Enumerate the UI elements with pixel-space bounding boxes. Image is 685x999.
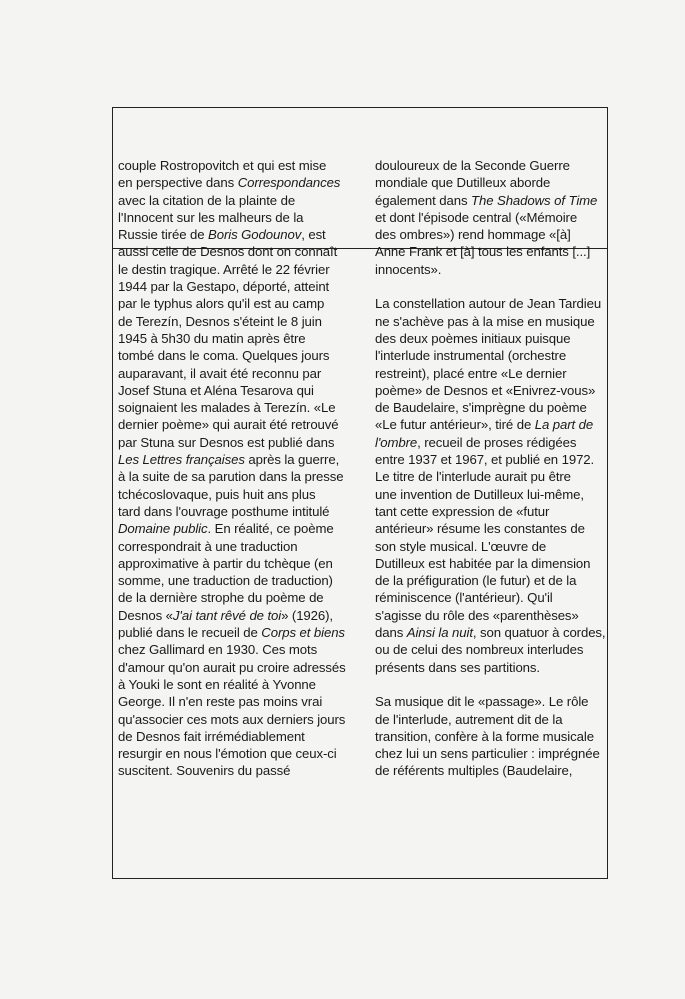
text-segment: 1945 à 5h30 du matin après être xyxy=(118,330,306,346)
text-line xyxy=(375,607,607,624)
italic-title: J'ai tant rêvé de toi xyxy=(172,607,282,623)
paragraph-break xyxy=(375,676,607,693)
text-segment: et dont l'épisode central («Mémoire xyxy=(375,209,578,225)
text-line xyxy=(375,416,607,433)
text-line xyxy=(118,676,356,693)
italic-title: Les Lettres françaises xyxy=(118,452,245,468)
text-line xyxy=(118,451,356,468)
text-segment: resurgir en nous l'émotion que ceux-ci xyxy=(118,746,337,762)
text-line xyxy=(375,503,607,520)
text-line xyxy=(118,330,356,347)
text-segment: l'interlude instrumental (orchestre xyxy=(375,348,567,364)
text-segment: tchécoslovaque, puis huit ans plus xyxy=(118,486,316,502)
text-segment: , recueil de proses rédigées xyxy=(417,434,577,450)
text-segment: » (1926), xyxy=(281,607,333,623)
text-line xyxy=(375,295,607,312)
text-line xyxy=(118,382,356,399)
text-segment: La constellation autour de Jean Tardieu xyxy=(375,296,602,312)
italic-title: The Shadows of Time xyxy=(471,192,598,208)
text-line xyxy=(118,399,356,416)
text-segment: tant cette expression de «futur xyxy=(375,503,550,519)
text-segment: en perspective dans xyxy=(118,175,238,191)
text-line xyxy=(118,711,356,728)
text-line xyxy=(118,295,356,312)
text-segment: l'Innocent sur les malheurs de la xyxy=(118,209,304,225)
text-line xyxy=(375,538,607,555)
text-line xyxy=(118,261,356,278)
italic-title: Boris Godounov xyxy=(208,227,302,243)
text-segment: Desnos « xyxy=(118,607,173,623)
text-segment: approximative à partir du tchèque (en xyxy=(118,555,333,571)
text-segment: aussi celle de Desnos dont on connaît xyxy=(118,244,338,260)
paragraph-break xyxy=(375,278,607,295)
text-line xyxy=(375,468,607,485)
text-segment: antérieur» résume les constantes de xyxy=(375,521,585,537)
text-line xyxy=(375,261,607,278)
text-line xyxy=(375,347,607,364)
text-line xyxy=(375,382,607,399)
text-line xyxy=(375,434,607,451)
text-segment: Anne Frank et [à] tous les enfants [...] xyxy=(375,244,591,260)
text-line xyxy=(118,659,356,676)
text-column-left xyxy=(118,157,356,780)
text-line xyxy=(118,624,356,641)
text-segment: s'agisse du rôle des «parenthèses» xyxy=(375,607,579,623)
text-line xyxy=(375,624,607,641)
text-segment: par Stuna sur Desnos est publié dans xyxy=(118,434,335,450)
text-line xyxy=(375,365,607,382)
text-segment: George. Il n'en reste pas moins vrai xyxy=(118,694,323,710)
text-line xyxy=(375,728,607,745)
text-line xyxy=(375,157,607,174)
text-line xyxy=(118,313,356,330)
text-line xyxy=(375,209,607,226)
text-segment: des ombres») rend hommage «[à] xyxy=(375,227,571,243)
text-segment: une invention de Dutilleux lui-même, xyxy=(375,486,584,502)
text-segment: soignaient les malades à Terezín. «Le xyxy=(118,400,336,416)
text-segment: suscitent. Souvenirs du passé xyxy=(118,763,291,779)
text-segment: , est xyxy=(301,227,326,243)
text-segment: restreint), placé entre «Le dernier xyxy=(375,365,567,381)
text-line xyxy=(118,209,356,226)
text-segment: de Desnos fait irrémédiablement xyxy=(118,728,305,744)
text-line xyxy=(118,728,356,745)
text-segment: Sa musique dit le «passage». Le rôle xyxy=(375,694,589,710)
text-line xyxy=(118,693,356,710)
italic-title: Correspondances xyxy=(237,175,341,191)
text-line xyxy=(118,157,356,174)
italic-title: Ainsi la nuit xyxy=(406,625,473,641)
text-segment: somme, une traduction de traduction) xyxy=(118,573,333,589)
text-line xyxy=(118,174,356,191)
text-line xyxy=(118,520,356,537)
text-segment: publié dans le recueil de xyxy=(118,625,262,641)
text-segment: de référents multiples (Baudelaire, xyxy=(375,763,573,779)
text-segment: le destin tragique. Arrêté le 22 février xyxy=(118,261,330,277)
text-segment: après la guerre, xyxy=(244,452,340,468)
text-segment: d'amour qu'on aurait pu croire adressés xyxy=(118,659,346,675)
text-segment: à la suite de sa parution dans la presse xyxy=(118,469,344,485)
text-segment: Le titre de l'interlude aurait pu être xyxy=(375,469,571,485)
text-line xyxy=(375,659,607,676)
text-segment: Russie tirée de xyxy=(118,227,209,243)
text-line xyxy=(375,486,607,503)
text-line xyxy=(375,451,607,468)
text-line xyxy=(118,416,356,433)
text-line xyxy=(375,243,607,260)
text-line xyxy=(118,762,356,779)
text-line xyxy=(118,486,356,503)
text-line xyxy=(118,278,356,295)
text-segment: couple Rostropovitch et qui est mise xyxy=(118,158,327,173)
text-segment: de la dernière strophe du poème de xyxy=(118,590,324,606)
text-line xyxy=(118,607,356,624)
text-segment: douloureux de la Seconde Guerre xyxy=(375,158,570,173)
text-segment: ou de celui des nombreux interludes xyxy=(375,642,584,658)
text-segment: mondiale que Dutilleux aborde xyxy=(375,175,551,191)
text-line xyxy=(118,641,356,658)
text-line xyxy=(118,572,356,589)
text-segment: entre 1937 et 1967, et publié en 1972. xyxy=(375,452,595,468)
text-segment: par le typhus alors qu'il est au camp xyxy=(118,296,325,312)
text-line xyxy=(118,503,356,520)
text-line xyxy=(375,192,607,209)
text-segment: . En réalité, ce poème xyxy=(207,521,334,537)
text-line xyxy=(375,693,607,710)
text-line xyxy=(375,589,607,606)
text-line xyxy=(118,555,356,572)
text-segment: présents dans ses partitions. xyxy=(375,659,540,675)
text-line xyxy=(375,762,607,779)
text-segment: tombé dans le coma. Quelques jours xyxy=(118,348,330,364)
text-segment: de Terezín, Desnos s'éteint le 8 juin xyxy=(118,313,322,329)
italic-title: Corps et biens xyxy=(261,625,345,641)
italic-title: La part de xyxy=(534,417,594,433)
text-column-right xyxy=(375,157,607,780)
text-segment: dernier poème» qui aurait été retrouvé xyxy=(118,417,339,433)
text-segment: poème» de Desnos et «Enivrez-vous» xyxy=(375,382,596,398)
text-line xyxy=(118,538,356,555)
text-line xyxy=(118,468,356,485)
text-segment: avec la citation de la plainte de xyxy=(118,192,296,208)
text-segment: ne s'achève pas à la mise en musique xyxy=(375,313,595,329)
text-line xyxy=(118,192,356,209)
text-line xyxy=(118,589,356,606)
text-line xyxy=(375,641,607,658)
text-line xyxy=(375,399,607,416)
text-segment: tard dans l'ouvrage posthume intitulé xyxy=(118,503,330,519)
text-segment: également dans xyxy=(375,192,472,208)
text-segment: innocents». xyxy=(375,261,442,277)
text-segment: réminiscence (l'antérieur). Qu'il xyxy=(375,590,553,606)
text-line xyxy=(375,711,607,728)
text-line xyxy=(118,434,356,451)
italic-title: Domaine public xyxy=(118,521,208,537)
text-segment: à Youki le sont en réalité à Yvonne xyxy=(118,676,316,692)
text-segment: Dutilleux est habitée par la dimension xyxy=(375,555,591,571)
text-line xyxy=(118,243,356,260)
text-line xyxy=(375,572,607,589)
text-segment: de Baudelaire, s'imprègne du poème xyxy=(375,400,587,416)
text-line xyxy=(118,226,356,243)
text-line xyxy=(375,174,607,191)
text-segment: 1944 par la Gestapo, déporté, atteint xyxy=(118,279,330,295)
text-line xyxy=(118,347,356,364)
text-segment: dans xyxy=(375,625,407,641)
italic-title: l'ombre xyxy=(375,434,418,450)
text-segment: son style musical. L'œuvre de xyxy=(375,538,547,554)
text-line xyxy=(118,745,356,762)
text-line xyxy=(375,520,607,537)
text-segment: des deux poèmes initiaux puisque xyxy=(375,330,571,346)
text-segment: qu'associer ces mots aux derniers jours xyxy=(118,711,346,727)
text-segment: de la préfiguration (le futur) et de la xyxy=(375,573,577,589)
text-segment: «Le futur antérieur», tiré de xyxy=(375,417,535,433)
text-line xyxy=(375,555,607,572)
text-segment: de l'interlude, autrement dit de la xyxy=(375,711,563,727)
text-segment: chez Gallimard en 1930. Ces mots xyxy=(118,642,318,658)
text-segment: transition, confère à la forme musicale xyxy=(375,728,594,744)
text-segment: chez lui un sens particulier : imprégnée xyxy=(375,746,600,762)
text-segment: auparavant, il avait été reconnu par xyxy=(118,365,322,381)
text-line xyxy=(375,313,607,330)
text-segment: Josef Stuna et Aléna Tesarova qui xyxy=(118,382,314,398)
text-segment: , son quatuor à cordes, xyxy=(472,625,606,641)
text-segment: correspondrait à une traduction xyxy=(118,538,298,554)
text-line xyxy=(375,745,607,762)
text-line xyxy=(118,365,356,382)
text-line xyxy=(375,226,607,243)
text-line xyxy=(375,330,607,347)
